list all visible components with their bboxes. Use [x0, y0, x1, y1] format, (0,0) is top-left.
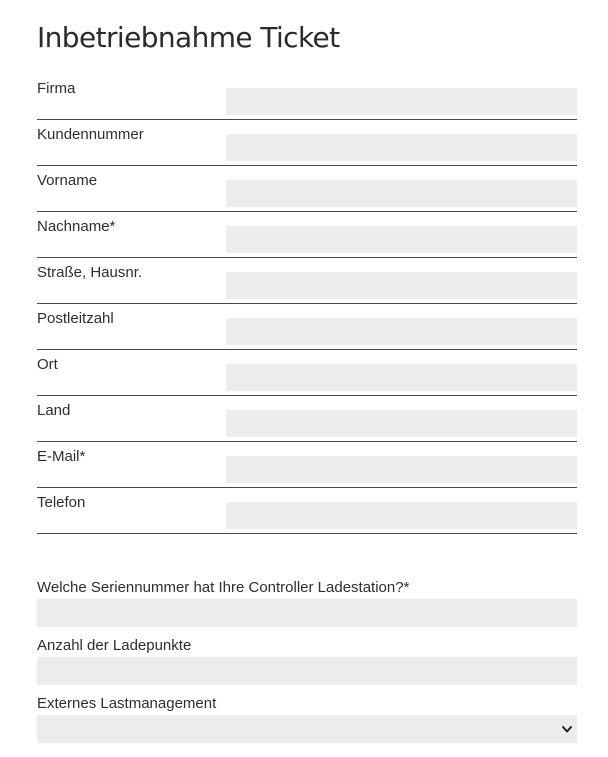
form-row-land: [37, 396, 577, 442]
load-management-select[interactable]: [37, 715, 577, 743]
contact-form: [37, 74, 577, 534]
load-management-group: [37, 694, 577, 743]
page-title: Inbetriebnahme Ticket: [37, 21, 340, 54]
form-row-postleitzahl: [37, 304, 577, 350]
serial-number-group: [37, 578, 577, 627]
strasse-label: Straße, Hausnr.: [37, 264, 143, 281]
postleitzahl-label: Postleitzahl: [37, 310, 114, 327]
charge-points-label: Anzahl der Ladepunkte: [37, 637, 192, 654]
form-row-kundennummer: [37, 120, 577, 166]
telefon-label: Telefon: [37, 494, 86, 511]
kundennummer-label: Kundennummer: [37, 126, 144, 143]
postleitzahl-input[interactable]: [226, 318, 577, 345]
ort-input[interactable]: [226, 364, 577, 391]
vorname-label: Vorname: [37, 172, 98, 189]
load-management-label: Externes Lastmanagement: [37, 695, 217, 712]
nachname-label: Nachname*: [37, 218, 116, 235]
kundennummer-input[interactable]: [226, 134, 577, 161]
serial-number-label: Welche Seriennummer hat Ihre Controller Ladestation?*: [37, 579, 410, 596]
email-label: E-Mail*: [37, 448, 86, 465]
charge-points-input[interactable]: [37, 657, 577, 685]
chevron-down-icon: [561, 723, 573, 735]
land-input[interactable]: [226, 410, 577, 437]
firma-label: Firma: [37, 80, 76, 97]
form-row-strasse: [37, 258, 577, 304]
charge-points-group: [37, 636, 577, 685]
form-row-vorname: [37, 166, 577, 212]
form-row-firma: [37, 74, 577, 120]
form-row-telefon: [37, 488, 577, 534]
ort-label: Ort: [37, 356, 58, 373]
form-row-nachname: [37, 212, 577, 258]
firma-input[interactable]: [226, 88, 577, 115]
email-input[interactable]: [226, 456, 577, 483]
strasse-input[interactable]: [226, 272, 577, 299]
serial-number-input[interactable]: [37, 599, 577, 627]
nachname-input[interactable]: [226, 226, 577, 253]
telefon-input[interactable]: [226, 502, 577, 529]
land-label: Land: [37, 402, 71, 419]
form-row-ort: [37, 350, 577, 396]
vorname-input[interactable]: [226, 180, 577, 207]
form-row-email: [37, 442, 577, 488]
